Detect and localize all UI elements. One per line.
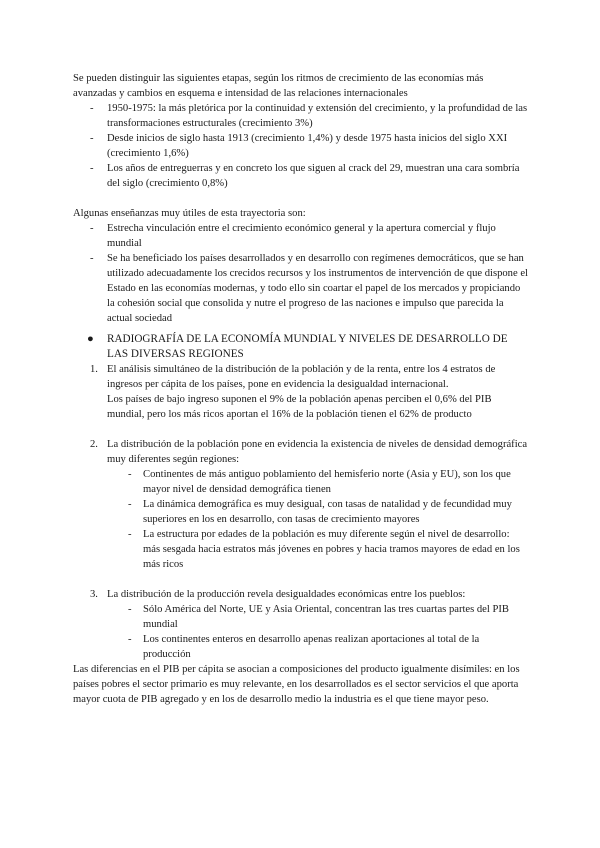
stage-item: - 1950-1975: la más pletórica por la continuidad y extensión del crecimiento, y la profundidad de las transformaciones estructurales (crecimiento 3%) [73, 101, 528, 131]
sub-item: - La estructura por edades de la población es muy diferente según el nivel de desarrollo: más sesgada hacia estratos más jóvenes en pobres y hacia tramos mayores de edad en los más ricos [73, 527, 528, 572]
numbered-point-3 [73, 587, 528, 602]
point-text: La distribución de la producción revela desigualdades económicas entre los pueblos: [107, 589, 466, 600]
sub-item: - La dinámica demográfica es muy desigual, con tasas de natalidad y de fecundidad muy superiores en los en desarrollo, con tasas de crecimiento mayores [73, 497, 528, 527]
point-text: La distribución de la población pone en evidencia la existencia de niveles de densidad demográfica muy diferentes según regiones: [107, 439, 528, 465]
stages-list [73, 101, 528, 191]
point-3-sublist [73, 602, 528, 662]
sub-item: - Continentes de más antiguo poblamiento del hemisferio norte (Asia y EU), son los que mayor nivel de densidad demográfica tienen [73, 467, 528, 497]
point-number: 2. [90, 439, 98, 450]
sub-item: - Sólo América del Norte, UE y Asia Oriental, concentran las tres cuartas partes del PIB mundial [73, 602, 528, 632]
numbered-point-2 [73, 437, 528, 467]
bullet-icon: ● [87, 333, 94, 345]
lesson-item: - Estrecha vinculación entre el crecimiento económico general y la apertura comercial y flujo mundial [73, 221, 528, 251]
stage-item: - Los años de entreguerras y en concreto los que siguen al crack del 29, muestran una cara sombría del siglo (crecimiento 0,8%) [73, 161, 528, 191]
point-number: 3. [90, 589, 98, 600]
lessons-intro: Algunas enseñanzas muy útiles de esta trayectoria son: [73, 208, 306, 219]
closing-paragraph: Las diferencias en el PIB per cápita se asocian a composiciones del producto igualmente disímiles: en los países pobres el sector primario es muy relevante, en los desarrollados es el sector servicios el que aporta mayor cuota de PIB agregado y en los de desarrollo medio la industria es el que tiene mayor peso. [73, 664, 520, 705]
point-2-sublist [73, 467, 528, 572]
document-body [73, 71, 528, 707]
sub-item: - Los continentes enteros en desarrollo apenas realizan aportaciones al total de la producción [73, 632, 528, 662]
numbered-point-1 [73, 362, 528, 422]
lessons-list [73, 221, 528, 326]
intro-paragraph: Se pueden distinguir las siguientes etapas, según los ritmos de crecimiento de las economías más avanzadas y cambios en esquema e intensidad de las relaciones internacionales [73, 73, 484, 99]
section-heading-text: RADIOGRAFÍA DE LA ECONOMÍA MUNDIAL Y NIVELES DE DESARROLLO DE LAS DIVERSAS REGIONES [107, 333, 508, 360]
lesson-item: - Se ha beneficiado los países desarrollados y en desarrollo con regímenes democráticos, que se han utilizado adecuadamente los crecidos recursos y los instrumentos de intervención de que dispone el Estado en las economías modernas, y todo ello sin coartar el papel de los mercados y propiciando la cohesión social que consolida y nutre el progreso de las naciones e impulso que parecida la actual sociedad [73, 251, 528, 326]
point-number: 1. [90, 364, 98, 375]
point-text: El análisis simultáneo de la distribución de la población y de la renta, entre los 4 estratos de ingresos per cápita de los países, pone en evidencia la desigualdad internacional. [107, 364, 496, 390]
point-extra: Los países de bajo ingreso suponen el 9% de la población apenas perciben el 0,6% del PIB mundial, pero los más ricos aportan el 16% de la población tienen el 62% de producto [107, 394, 492, 420]
stage-item: - Desde inicios de siglo hasta 1913 (crecimiento 1,4%) y desde 1975 hasta inicios del siglo XXI (crecimiento 1,6%) [73, 131, 528, 161]
section-heading [73, 332, 528, 362]
